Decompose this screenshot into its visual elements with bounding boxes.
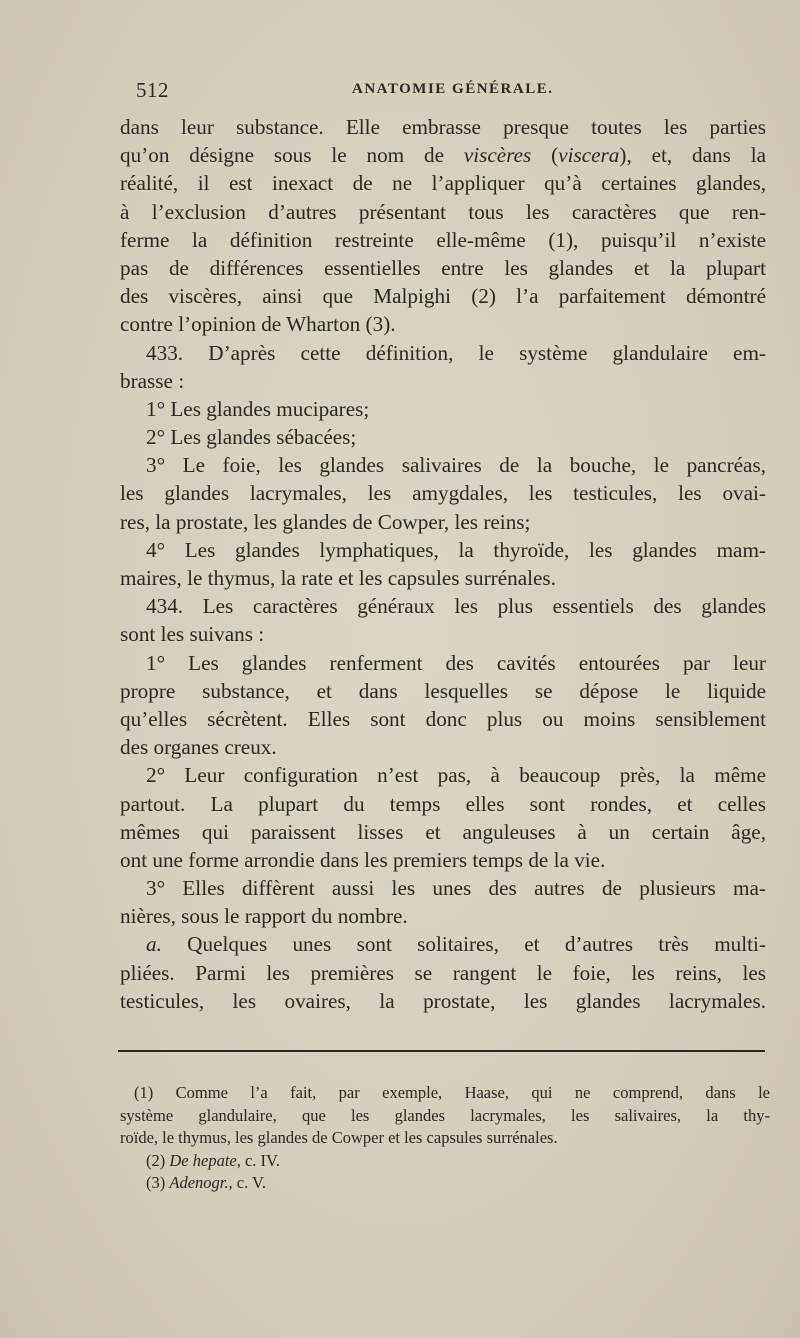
text-line: dans leur substance. Elle embrasse presque toutes les parties xyxy=(120,115,766,139)
list-item: 2° Les glandes sébacées; xyxy=(146,425,357,450)
text-line: maires, le thymus, la rate et les capsules surrénales. xyxy=(120,566,556,590)
italic-term: viscera xyxy=(558,143,620,168)
text-line: des organes creux. xyxy=(120,735,277,760)
text-line xyxy=(120,141,766,169)
text-line: qu’elles sécrètent. Elles sont donc plus ou moins sensiblement xyxy=(120,706,766,731)
list-item: 2° Leur configuration n’est pas, à beaucoup près, la même xyxy=(146,763,766,788)
section-433-start: 433. D’après cette définition, le système glandulaire em- xyxy=(146,340,766,365)
footnotes xyxy=(120,1082,770,1195)
text-line: nières, sous le rapport du nombre. xyxy=(120,904,408,929)
sub-item-label: a. xyxy=(146,932,162,957)
text-line: testicules, les ovaires, la prostate, les glandes lacrymales. xyxy=(120,988,766,1013)
text-line: contre l’opinion de Wharton (3). xyxy=(120,312,396,337)
text-segment: , c. IV. xyxy=(236,1150,280,1170)
body-text xyxy=(120,113,766,1015)
text-line: ont une forme arrondie dans les premiers temps de la vie. xyxy=(120,847,606,872)
text-line: brasse : xyxy=(120,368,185,393)
list-item: 1° Les glandes renferment des cavités entourées par leur xyxy=(146,650,766,675)
text-line: res, la prostate, les glandes de Cowper, les reins; xyxy=(120,509,531,534)
text-line: propre substance, et dans lesquelles se dépose le liquide xyxy=(120,678,766,703)
italic-term: viscères xyxy=(463,143,532,168)
running-title: ANATOMIE GÉNÉRALE. xyxy=(352,81,554,97)
text-line: ferme la définition restreinte elle-même (1), puisqu’il n’existe xyxy=(120,227,766,252)
section-434-start: 434. Les caractères généraux les plus essentiels des glandes xyxy=(146,594,766,619)
list-item: 3° Elles diffèrent aussi les unes des autres de plusieurs ma- xyxy=(146,876,766,901)
text-segment: Quelques unes sont solitaires, et d’autres très multi- xyxy=(161,932,766,957)
page-number: 512 xyxy=(136,78,169,102)
text-segment: ( xyxy=(531,143,559,168)
footnote-1-cont: système glandulaire, que les glandes lacrymales, les salivaires, la thy- xyxy=(120,1105,770,1125)
footnote-2 xyxy=(120,1150,770,1173)
cited-work: Adenogr. xyxy=(169,1173,229,1192)
sub-item xyxy=(120,930,766,958)
list-item: 4° Les glandes lymphatiques, la thyroïde, les glandes mam- xyxy=(146,537,766,562)
text-line: à l’exclusion d’autres présentant tous les caractères que ren- xyxy=(120,199,766,224)
text-segment: , c. V. xyxy=(228,1173,266,1192)
text-line: réalité, il est inexact de ne l’appliquer qu’à certaines glandes, xyxy=(120,171,766,196)
text-segment: (2) xyxy=(146,1150,170,1170)
text-line: pas de différences essentielles entre les glandes et la plupart xyxy=(120,255,766,280)
cited-work: De hepate xyxy=(169,1150,237,1170)
text-segment: (3) xyxy=(146,1173,170,1192)
footnote-rule xyxy=(118,1050,765,1052)
footnote-1-cont: roïde, le thymus, les glandes de Cowper et les capsules surrénales. xyxy=(120,1128,558,1147)
text-line: sont les suivans : xyxy=(120,622,265,647)
list-item: 3° Le foie, les glandes salivaires de la bouche, le pancréas, xyxy=(146,453,766,478)
footnote-3 xyxy=(120,1172,770,1195)
text-line: pliées. Parmi les premières se rangent le foie, les reins, les xyxy=(120,960,766,985)
text-line: mêmes qui paraissent lisses et anguleuses à un certain âge, xyxy=(120,819,766,844)
text-segment: qu’on désigne sous le nom de xyxy=(120,143,464,168)
text-line: partout. La plupart du temps elles sont rondes, et celles xyxy=(120,791,766,816)
text-line: des viscères, ainsi que Malpighi (2) l’a parfaitement démontré xyxy=(120,284,766,309)
footnote-1: (1) Comme l’a fait, par exemple, Haase, qui ne comprend, dans le xyxy=(134,1083,770,1102)
page-header xyxy=(136,78,764,108)
text-segment: ), et, dans la xyxy=(619,143,766,168)
text-line: les glandes lacrymales, les amygdales, les testicules, les ovai- xyxy=(120,481,766,506)
list-item: 1° Les glandes mucipares; xyxy=(146,396,370,421)
